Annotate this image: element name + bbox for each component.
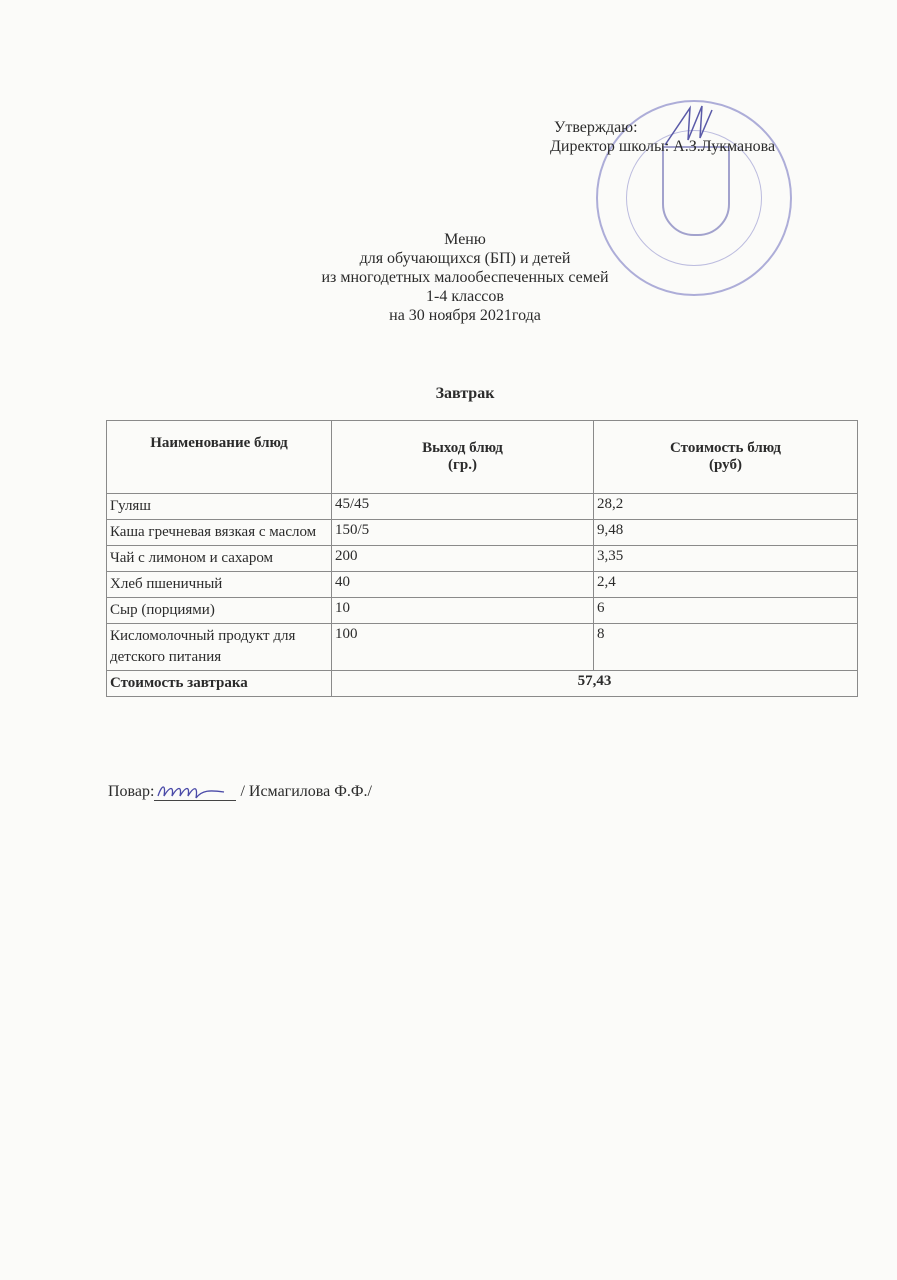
total-value: 57,43 — [332, 671, 858, 697]
title-line: для обучающихся (БП) и детей — [359, 250, 571, 267]
title-line: Меню — [444, 231, 486, 248]
table-row — [107, 598, 858, 624]
title-line: из многодетных малообеспеченных семей — [321, 269, 609, 286]
document-title — [0, 230, 897, 325]
meal-heading: Завтрак — [435, 385, 495, 402]
header-cost: Стоимость блюд (руб) — [594, 421, 858, 494]
table-header-row — [107, 421, 858, 494]
dish-cost: 6 — [594, 598, 858, 624]
table-row — [107, 546, 858, 572]
approval-line: Утверждаю: — [554, 119, 638, 136]
dish-name: Чай с лимоном и сахаром — [107, 546, 332, 572]
total-row — [107, 671, 858, 697]
coat-of-arms-icon — [662, 146, 730, 236]
table-row — [107, 572, 858, 598]
menu-table — [106, 420, 858, 697]
title-date: на 30 ноября 2021года — [389, 307, 541, 324]
dish-name: Каша гречневая вязкая с маслом — [107, 520, 332, 546]
cook-label: Повар: — [108, 783, 155, 800]
dish-yield: 150/5 — [332, 520, 594, 546]
dish-cost: 3,35 — [594, 546, 858, 572]
dish-name: Хлеб пшеничный — [107, 572, 332, 598]
dish-cost: 8 — [594, 624, 858, 671]
total-label: Стоимость завтрака — [107, 671, 332, 697]
approval-block — [550, 118, 775, 156]
dish-yield: 40 — [332, 572, 594, 598]
dish-yield: 10 — [332, 598, 594, 624]
dish-cost: 9,48 — [594, 520, 858, 546]
dish-yield: 100 — [332, 624, 594, 671]
dish-cost: 28,2 — [594, 494, 858, 520]
director-line: Директор школы: А.З.Лукманова — [550, 138, 776, 155]
dish-name: Сыр (порциями) — [107, 598, 332, 624]
cook-signature-line — [108, 783, 372, 801]
header-yield: Выход блюд (гр.) — [332, 421, 594, 494]
dish-yield: 45/45 — [332, 494, 594, 520]
dish-name: Гуляш — [107, 494, 332, 520]
dish-name: Кисломолочный продукт для детского питания — [107, 624, 332, 671]
header-name: Наименование блюд — [107, 421, 332, 494]
dish-cost: 2,4 — [594, 572, 858, 598]
cook-signature-icon — [154, 784, 236, 801]
title-line: 1-4 классов — [426, 288, 504, 305]
table-row — [107, 624, 858, 671]
dish-yield: 200 — [332, 546, 594, 572]
cook-name: / Исмагилова Ф.Ф./ — [240, 783, 372, 800]
table-row — [107, 520, 858, 546]
table-row — [107, 494, 858, 520]
